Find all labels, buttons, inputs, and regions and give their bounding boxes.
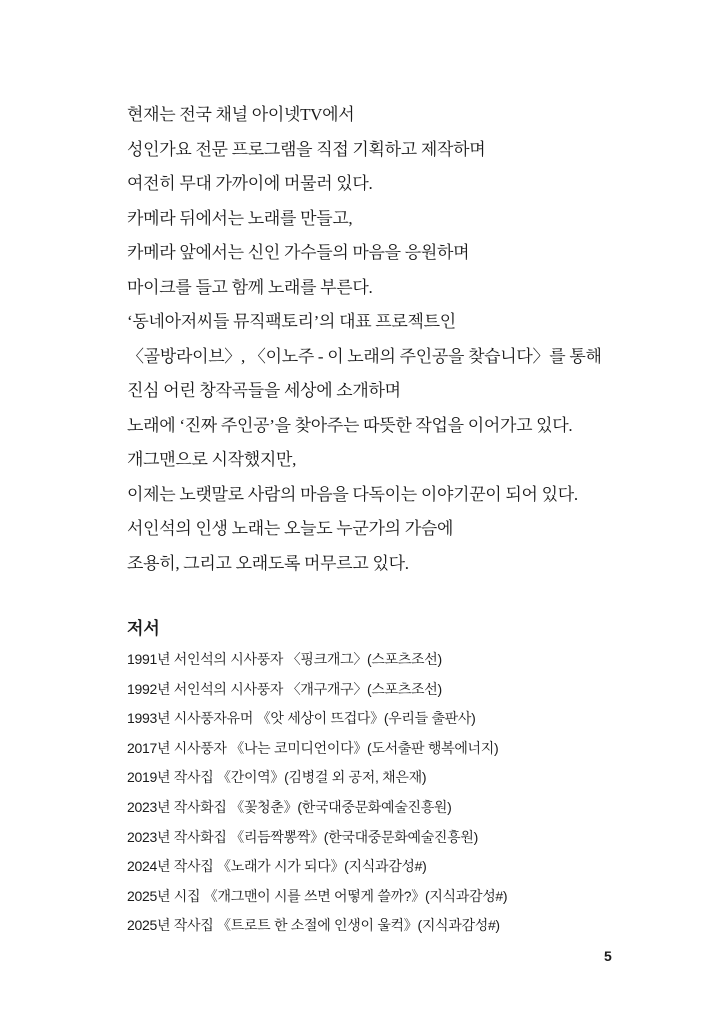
works-item: 2024년 작사집 《노래가 시가 되다》(지식과감성#) <box>127 858 427 875</box>
bio-line: 마이크를 들고 함께 노래를 부른다. <box>127 277 373 297</box>
author-bio <box>127 103 647 586</box>
bio-line: 진심 어린 창작곡들을 세상에 소개하며 <box>127 381 401 400</box>
works-item: 2017년 시사풍자 《나는 코미디언이다》(도서출판 행복에너지) <box>127 739 499 756</box>
bio-line: 개그맨으로 시작했지만, <box>127 450 297 469</box>
works-item: 2019년 작사집 《간이역》(김병걸 외 공저, 채은재) <box>127 769 427 786</box>
works-item: 1993년 시사풍자유머 《앗 세상이 뜨겁다》(우리들 출판사) <box>127 710 476 727</box>
works-list <box>127 647 647 943</box>
works-item: 1992년 서인석의 시사풍자 〈개구개구〉(스포츠조선) <box>127 680 442 697</box>
bio-line: 카메라 뒤에서는 노래를 만들고, <box>127 208 353 228</box>
bio-line: 카메라 앞에서는 신인 가수들의 마음을 응원하며 <box>127 243 470 262</box>
bio-line: 조용히, 그리고 오래도록 머무르고 있다. <box>127 553 409 573</box>
bio-line: 여전히 무대 가까이에 머물러 있다. <box>127 174 373 193</box>
bio-line: 〈골방라이브〉, 〈이노주 - 이 노래의 주인공을 찾습니다〉를 통해 <box>127 346 602 366</box>
page-number: 5 <box>604 948 612 964</box>
works-item: 1991년 서인석의 시사풍자 〈핑크개그〉(스포츠조선) <box>127 651 442 667</box>
works-heading: 저서 <box>127 619 160 638</box>
works-item: 2025년 작사집 《트로트 한 소절에 인생이 울컥》(지식과감성#) <box>127 917 500 934</box>
bio-line: ‘동네아저씨들 뮤직팩토리’의 대표 프로젝트인 <box>127 312 456 331</box>
bio-line: 성인가요 전문 프로그램을 직접 기획하고 제작하며 <box>127 139 486 159</box>
bio-line: 이제는 노랫말로 사람의 마음을 다독이는 이야기꾼이 되어 있다. <box>127 484 578 504</box>
bio-line: 노래에 ‘진짜 주인공’을 찾아주는 따뜻한 작업을 이어가고 있다. <box>127 415 573 435</box>
bio-line: 현재는 전국 채널 아이넷TV에서 <box>127 105 355 124</box>
bio-line: 서인석의 인생 노래는 오늘도 누군가의 가슴에 <box>127 519 454 538</box>
works-item: 2023년 작사화집 《꽃청춘》(한국대중문화예술진흥원) <box>127 798 452 815</box>
works-item: 2023년 작사화집 《리듬짝뽕짝》(한국대중문화예술진흥원) <box>127 828 478 845</box>
works-item: 2025년 시집 《개그맨이 시를 쓰면 어떻게 쓸까?》(지식과감성#) <box>127 887 508 904</box>
